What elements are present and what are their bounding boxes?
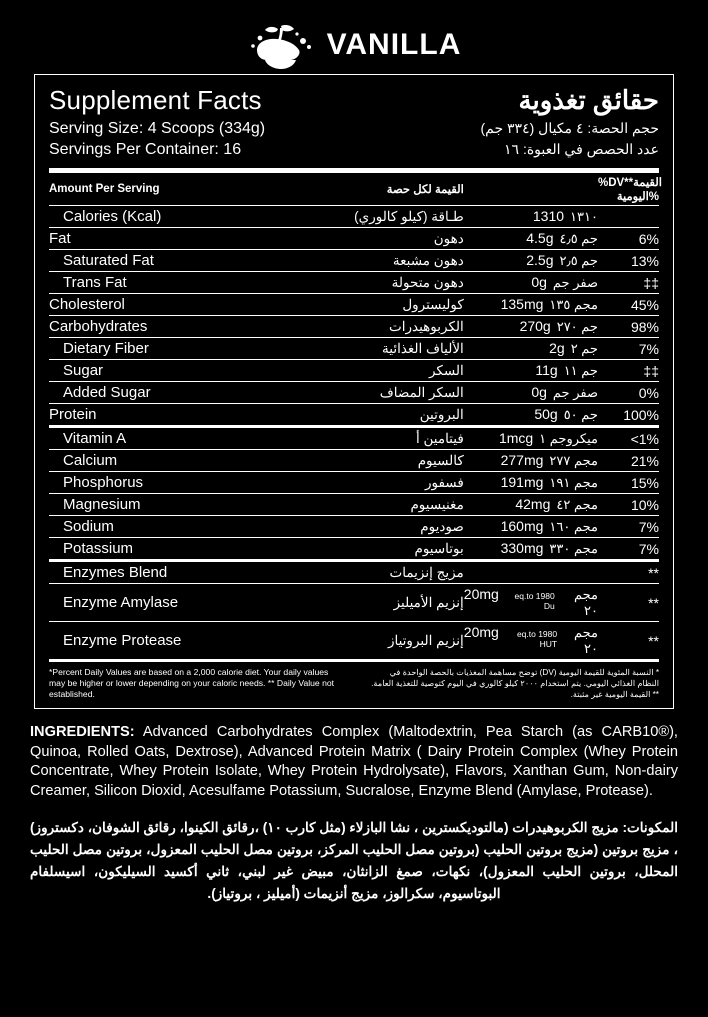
servings-per-container-en: Servings Per Container: 16 — [49, 141, 242, 158]
row-amount-en: 1310 — [532, 208, 565, 224]
row-amount-en: 160mg — [500, 518, 544, 534]
row-dv: ** — [648, 632, 659, 649]
row-amount — [464, 516, 598, 538]
serving-info — [49, 118, 659, 160]
serving-size-ar: حجم الحصة: ٤ مكيال (٣٣٤ جم) — [480, 120, 659, 136]
row-amount — [464, 272, 598, 294]
row-name-en: Carbohydrates — [49, 316, 281, 338]
row-name-ar: إنزيم الأميليز — [281, 584, 464, 622]
row-name-ar: فيتامين أ — [281, 428, 464, 450]
row-name-en: Vitamin A — [49, 428, 281, 450]
table-row — [49, 450, 659, 472]
footnote-en: *Percent Daily Values are based on a 2,000 calorie diet. Your daily values may be higher or lower depending on your caloric needs. ** Daily Value not established. — [49, 667, 335, 699]
table-row — [49, 516, 659, 538]
row-amount — [464, 494, 598, 516]
row-name-ar: الكربوهيدرات — [281, 316, 464, 338]
row-amount-ar: مجم ٢٠ — [573, 625, 598, 656]
row-amount-en: 135mg — [500, 296, 544, 312]
ingredients-body-en: Advanced Carbohydrates Complex (Maltodextrin, Pea Starch (as CARB10®), Quinoa, Rolled Oats, Dextrose), Advanced Protein Matrix ( Dairy Protein Complex (Whey Protein Concentrate, Whey Protein Isolate, Whey Protein Hydrolysate), Flavors, Xanthan Gum, Non-dairy Creamer, Silicon Dioxid, Acesulfame Potassium, Sucralose, Enzyme Blend (Amylase, Protease). — [30, 724, 678, 799]
row-name-en: Cholesterol — [49, 294, 281, 316]
row-amount — [464, 250, 598, 272]
nutrition-header-table — [49, 173, 662, 206]
row-name-ar: إنزيم البروتياز — [387, 632, 464, 648]
row-name-ar: مزيج إنزيمات — [281, 562, 464, 584]
row-name-ar: صوديوم — [281, 516, 464, 538]
row-amount — [464, 584, 598, 622]
row-amount — [464, 206, 598, 228]
row-name-ar: البروتين — [419, 406, 464, 422]
row-amount-en: 0g — [531, 274, 547, 290]
table-row — [49, 404, 659, 426]
row-amount-ar: مجم ١٦٠ — [549, 519, 598, 534]
row-amount-ar: صفر جم — [552, 275, 598, 290]
header-daily-value: %DV**القيمة اليومية% — [598, 173, 659, 206]
row-amount-en: 1mcg — [498, 430, 534, 446]
vanilla-scoop-splash-icon — [247, 20, 317, 70]
row-amount-ar: ١٣١٠ — [570, 209, 598, 224]
vitamins-minerals-table — [49, 428, 659, 559]
header-amount-en: Amount Per Serving — [49, 173, 281, 206]
row-dv: ** — [598, 562, 659, 584]
row-amount — [464, 562, 598, 584]
row-amount-en: 11g — [535, 362, 558, 378]
row-name-en: Enzyme Protease — [63, 632, 182, 649]
table-row — [49, 538, 659, 560]
ingredients-label-en: INGREDIENTS: — [30, 724, 135, 740]
row-amount-en: 2g — [549, 340, 565, 356]
row-amount — [464, 316, 598, 338]
row-amount-ar: جم ٤٫٥ — [559, 231, 598, 246]
row-name-ar: طـاقة (كيلو كالوري) — [281, 206, 464, 228]
table-row — [49, 562, 659, 584]
row-amount-sub: eq.to 1980 HUT — [516, 629, 558, 649]
row-amount-ar: مجم ٢٠ — [573, 587, 598, 618]
row-amount-en: 0g — [531, 384, 547, 400]
row-amount-ar: مجم ١٩١ — [549, 475, 598, 490]
row-amount-en: 191mg — [500, 474, 544, 490]
table-row — [49, 228, 659, 250]
row-name-en: Trans Fat — [49, 272, 281, 294]
table-row — [49, 250, 659, 272]
row-name-en: Enzymes Blend — [49, 562, 281, 584]
table-row — [49, 584, 659, 622]
row-dv: 7% — [598, 338, 659, 360]
row-amount-ar: مجم ١٣٥ — [549, 297, 598, 312]
row-dv — [598, 206, 659, 228]
nutrition-table — [49, 206, 659, 425]
ingredients-ar: المكونات: مزيج الكربوهيدرات (مالتوديكسترين ، نشا البازلاء (مثل كارب ١٠) ،رقائق الكينوا، رقائق الشوفان، دكستروز) ، مزيج بروتين (مزيج بروتين الحليب (بروتين مصل الحليب المركز، بروتين مصل الحليب المعزول، بروتين مصل الحليب المحلل، بروتين الحليب المعزول)، نكهات، صمغ الزانثان، مبيض غير لبني، ثاني أكسيد السيليكون، اسيسلفام البوتاسيوم، سكرالوز، مزيج أنزيمات (أميليز ، بروتياز). — [30, 820, 678, 901]
enzymes-table — [49, 562, 659, 659]
table-row — [49, 294, 659, 316]
row-amount-ar: ميكروجم ١ — [539, 431, 598, 446]
table-row — [49, 338, 659, 360]
row-amount-en: 277mg — [500, 452, 544, 468]
row-name-en: Potassium — [63, 540, 134, 557]
row-name-en: Dietary Fiber — [49, 338, 281, 360]
row-name-en: Phosphorus — [49, 472, 281, 494]
row-dv: 15% — [598, 472, 659, 494]
facts-title-en: Supplement Facts — [49, 85, 262, 115]
row-amount — [464, 428, 598, 450]
row-amount-ar: مجم ٤٢ — [556, 497, 598, 512]
row-amount-en: 270g — [519, 318, 551, 334]
row-name-ar: بوتاسيوم — [414, 540, 464, 556]
row-dv: ‡‡ — [598, 360, 659, 382]
table-row — [49, 428, 659, 450]
supplement-facts-panel — [34, 74, 674, 709]
row-dv: 7% — [638, 540, 659, 557]
row-name-ar: دهون — [281, 228, 464, 250]
row-name-ar: السكر — [281, 360, 464, 382]
row-name-en: Sugar — [49, 360, 281, 382]
row-amount-ar: صفر جم — [552, 385, 598, 400]
row-name-ar: دهون مشبعة — [281, 250, 464, 272]
row-amount-en: 330mg — [500, 540, 544, 556]
ingredients-en — [30, 723, 678, 801]
row-dv: ** — [598, 584, 659, 622]
table-row — [49, 382, 659, 404]
row-name-ar: فسفور — [281, 472, 464, 494]
table-row — [49, 494, 659, 516]
row-amount-ar: جم ٥٠ — [563, 407, 598, 422]
row-amount — [464, 294, 598, 316]
table-header-row — [49, 173, 659, 206]
row-dv: <1% — [598, 428, 659, 450]
row-name-en: Calcium — [49, 450, 281, 472]
row-amount — [464, 622, 598, 660]
row-dv: 7% — [598, 516, 659, 538]
row-dv: 13% — [598, 250, 659, 272]
product-header — [0, 0, 708, 68]
row-amount — [464, 228, 598, 250]
row-amount-en: 42mg — [515, 496, 551, 512]
row-amount-en: 50g — [534, 406, 558, 422]
row-name-en: Calories (Kcal) — [49, 206, 281, 228]
row-name-ar: مغنيسيوم — [281, 494, 464, 516]
product-name: VANILLA — [326, 28, 462, 61]
table-row — [49, 472, 659, 494]
row-name-en: Magnesium — [49, 494, 281, 516]
header-spacer — [464, 173, 598, 206]
row-dv: 98% — [598, 316, 659, 338]
table-row — [49, 622, 659, 660]
row-amount-ar: جم ١١ — [563, 363, 598, 378]
row-amount — [464, 360, 598, 382]
row-name-ar: دهون متحولة — [281, 272, 464, 294]
row-name-en: Protein — [49, 406, 97, 423]
row-name-en: Enzyme Amylase — [49, 584, 281, 622]
row-name-ar: السكر المضاف — [281, 382, 464, 404]
row-dv: 0% — [598, 382, 659, 404]
header-amount-ar: القيمة لكل حصة — [281, 173, 464, 206]
row-name-en: Added Sugar — [49, 382, 281, 404]
table-row — [49, 206, 659, 228]
servings-per-container-ar: عدد الحصص في العبوة: ١٦ — [504, 141, 659, 157]
row-dv: 45% — [598, 294, 659, 316]
row-name-ar: كالسيوم — [281, 450, 464, 472]
row-name-en: Sodium — [49, 516, 281, 538]
row-amount-en: 4.5g — [526, 230, 554, 246]
row-dv: 21% — [598, 450, 659, 472]
row-amount — [464, 404, 598, 426]
footnote-block — [49, 662, 659, 702]
row-amount-ar: جم ٢٧٠ — [556, 319, 598, 334]
row-amount-ar: جم ٢٫٥ — [559, 253, 598, 268]
row-dv: ‡‡ — [598, 272, 659, 294]
row-amount-en: 20mg — [463, 586, 499, 602]
row-dv: 6% — [598, 228, 659, 250]
footnote-ar: * النسبة المئوية للقيمة اليومية (DV) توضح مساهمة المغذيات بالحصة الواحدة في النظام الغذائي اليومي. يتم استخدام ٢٠٠٠ كيلو كالوري في اليوم كتوصية للتغذية العامة. ** القيمة اليومية غير مثبتة. — [371, 668, 659, 699]
row-amount-ar: جم ٢ — [570, 341, 598, 356]
row-amount-sub: eq.to 1980 Du — [514, 591, 555, 611]
row-name-en: Saturated Fat — [49, 250, 281, 272]
facts-title-row — [49, 85, 659, 116]
row-amount — [464, 472, 598, 494]
serving-size-en: Serving Size: 4 Scoops (334g) — [49, 120, 266, 137]
row-amount — [464, 382, 598, 404]
row-amount — [464, 450, 598, 472]
row-dv: 10% — [598, 494, 659, 516]
table-row — [49, 272, 659, 294]
table-row — [49, 360, 659, 382]
row-amount-ar: مجم ٢٧٧ — [549, 453, 598, 468]
row-name-ar: كوليسترول — [281, 294, 464, 316]
facts-title-ar: حقائق تغذوية — [518, 85, 659, 115]
row-name-ar: الألياف الغذائية — [281, 338, 464, 360]
row-dv: 100% — [623, 406, 659, 423]
table-row — [49, 316, 659, 338]
row-name-en: Fat — [49, 228, 281, 250]
row-amount — [464, 538, 598, 560]
row-amount-en: 2.5g — [526, 252, 554, 268]
row-amount-en: 20mg — [463, 624, 499, 640]
row-amount-ar: مجم ٣٣٠ — [549, 541, 598, 556]
row-amount — [464, 338, 598, 360]
